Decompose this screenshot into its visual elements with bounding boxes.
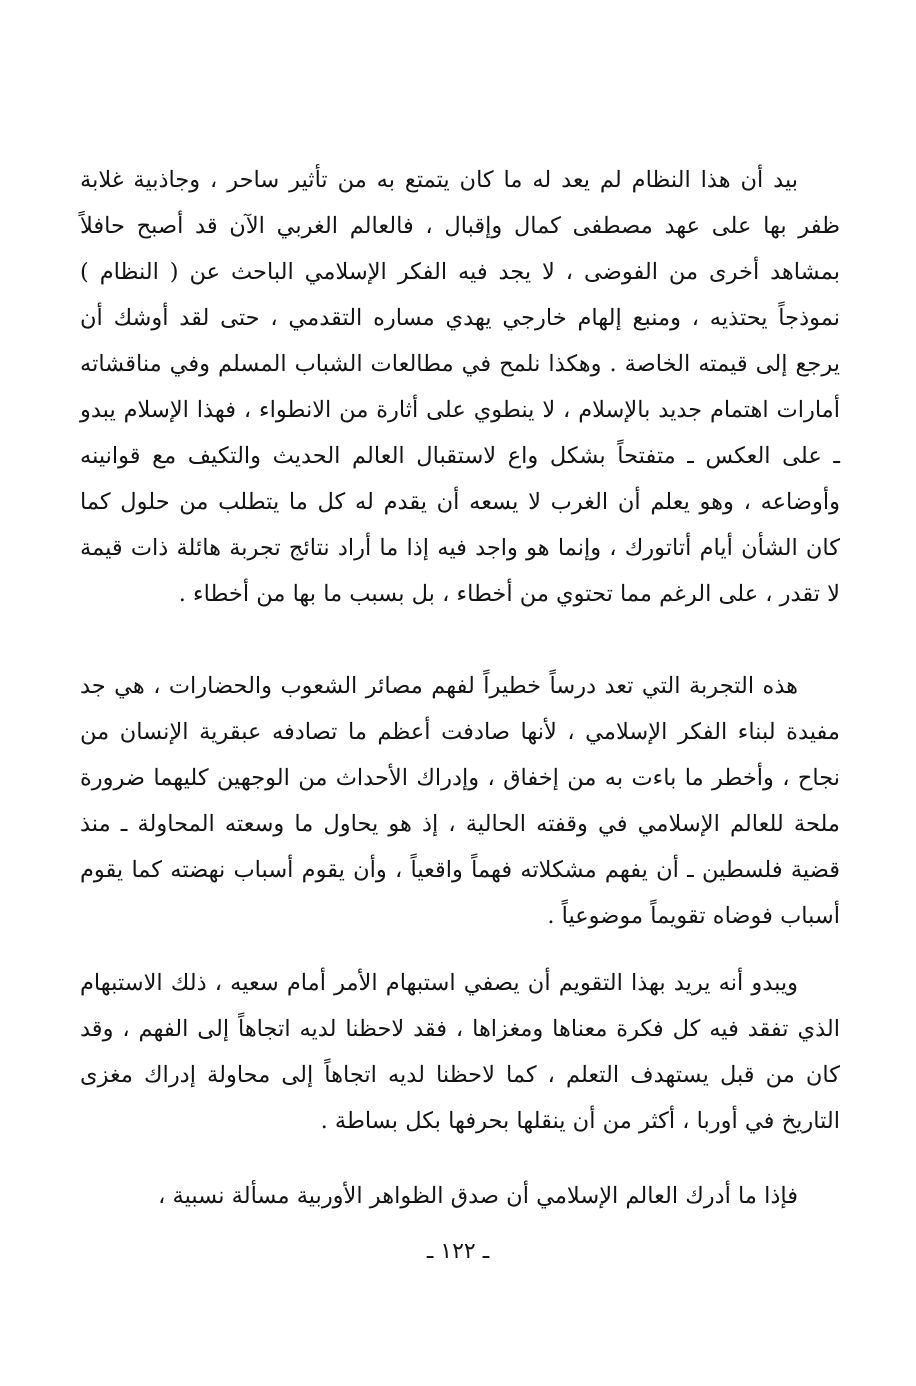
page-number: ـ ١٢٢ ـ <box>426 1239 490 1264</box>
paragraph-3: ويبدو أنه يريد بهذا التقويم أن يصفي استبهام الأمر أمام سعيه ، ذلك الاستبهام الذي تفقد فيه كل فكرة معناها ومغزاها ، فقد لاحظنا لديه اتجاهاً إلى الفهم ، وقد كان من قبل يستهدف التعلم ، كما لاحظنا لديه اتجاهاً إلى محاولة إدراك مغزى التاريخ في أوربا ، أكثر من أن ينقلها بحرفها بكل بساطة . <box>80 970 840 1134</box>
paragraph-2: هذه التجربة التي تعد درساً خطيراً لفهم مصائر الشعوب والحضارات ، هي جد مفيدة لبناء الفكر الإسلامي ، لأنها صادفت أعظم ما تصادفه عبقرية الإنسان من نجاح ، وأخطر ما باءت به من إخفاق ، وإدراك الأحداث من الوجهين كليهما ضرورة ملحة للعالم الإسلامي في وقفته الحالية ، إذ هو يحاول ما وسعته المحاولة ـ منذ قضية فلسطين ـ أن يفهم مشكلاته فهماً واقعياً ، وأن يقوم أسباب نهضته كما يقوم أسباب فوضاه تقويماً موضوعياً . <box>80 673 840 929</box>
paragraph-1: بيد أن هذا النظام لم يعد له ما كان يتمتع به من تأثير ساحر ، وجاذبية غلابة ظفر بها على عهد مصطفى كمال وإقبال ، فالعالم الغربي الآن قد أصبح حافلاً بمشاهد أخرى من الفوضى ، لا يجد فيه الفكر الإسلامي الباحث عن ( النظام ) نموذجاً يحتذيه ، ومنبع إلهام خارجي يهدي مساره التقدمي ، حتى لقد أوشك أن يرجع إلى قيمته الخاصة . وهكذا نلمح في مطالعات الشباب المسلم وفي مناقشاته أمارات اهتمام جديد بالإسلام ، لا ينطوي على أثارة من الانطواء ، فهذا الإسلام يبدو ـ على العكس ـ متفتحاً بشكل واع لاستقبال العالم الحديث والتكيف مع قوانينه وأوضاعه ، وهو يعلم أن الغرب لا يسعه أن يقدم له كل ما يتطلب من حلول كما كان الشأن أيام أتاتورك ، وإنما هو واجد فيه إذا ما أراد نتائج تجربة هائلة ذات قيمة لا تقدر ، على الرغم مما تحتوي من أخطاء ، بل بسبب ما بها من أخطاء . <box>80 167 840 607</box>
paragraph-4: فإذا ما أدرك العالم الإسلامي أن صدق الظواهر الأوربية مسألة نسبية ، <box>158 1183 798 1209</box>
